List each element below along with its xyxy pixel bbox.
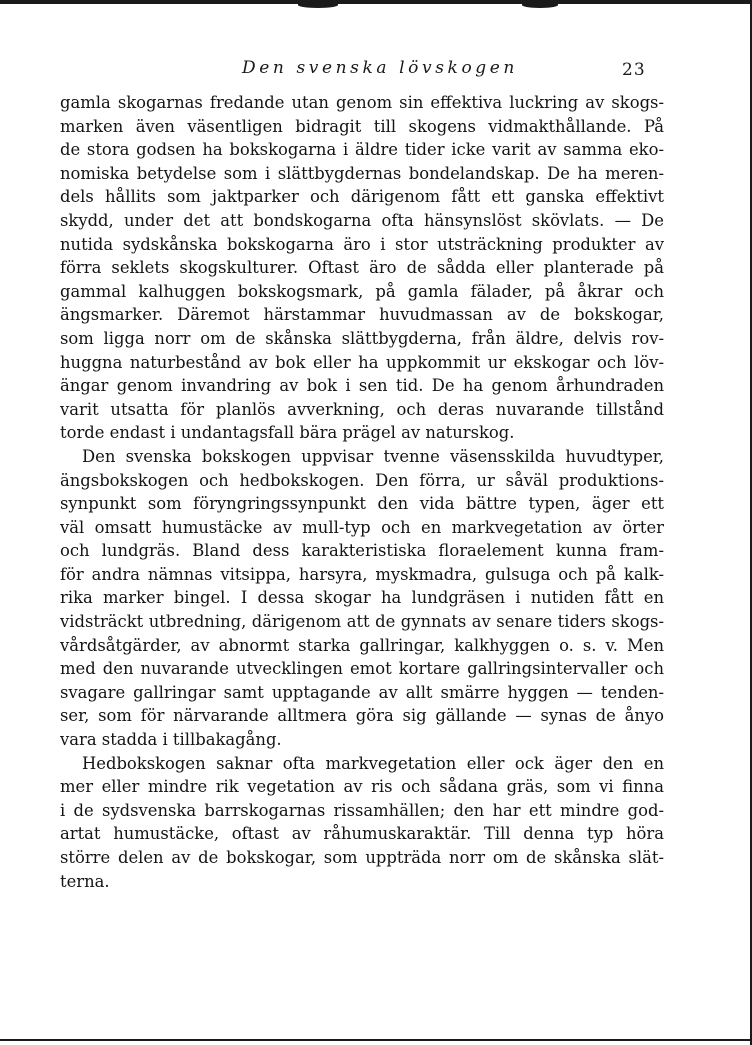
bottom-edge-rule — [0, 1039, 752, 1041]
text-line: mer eller mindre rik vegetation av ris och sådana gräs, som vi finna — [60, 777, 664, 797]
text-line: större delen av de bokskogar, som uppträda norr om de skånska slät- — [60, 848, 664, 867]
text-line: nutida sydskånska bokskogarna äro i stor utsträckning produkter av — [60, 234, 664, 254]
text-line: ängsbokskogen och hedbokskogen. Den förra, ur såväl produktions- — [60, 470, 664, 490]
text-line: nomiska betydelse som i slättbygdernas bondelandskap. De ha meren- — [60, 163, 664, 183]
top-edge-mark-right — [522, 2, 558, 8]
text-line: ängar genom invandring av bok i sen tid. De ha genom århundraden — [60, 376, 664, 396]
text-line: artat humustäcke, oftast av råhumuskaraktär. Till denna typ höra — [60, 824, 664, 844]
text-line: gamla skogarnas fredande utan genom sin effektiva luckring av skogs- — [60, 93, 664, 112]
text-line: skydd, under det att bondskogarna ofta hänsynslöst skövlats. — De — [60, 210, 664, 230]
text-line: synpunkt som föryngringssynpunkt den vida bättre typen, äger ett — [60, 494, 664, 514]
text-line: varit utsatta för planlös avverkning, och deras nuvarande tillstånd — [60, 399, 664, 419]
text-line: huggna naturbestånd av bok eller ha uppkommit ur ekskogar och löv- — [60, 352, 664, 372]
text-line: med den nuvarande utvecklingen emot kortare gallringsintervaller och — [60, 659, 664, 679]
text-line: rika marker bingel. I dessa skogar ha lundgräsen i nutiden fått en — [60, 588, 664, 608]
text-line: dels hållits som jaktparker och därigenom fått ett ganska effektivt — [60, 187, 664, 207]
text-line: Den svenska bokskogen uppvisar tvenne väsensskilda huvudtyper, — [82, 446, 664, 466]
text-line: vårdsåtgärder, av abnormt starka gallringar, kalkhyggen o. s. v. Men — [60, 635, 664, 655]
text-line: väl omsatt humustäcke av mull-typ och en markvegetation av örter — [60, 517, 664, 537]
top-edge-mark-left — [298, 2, 338, 8]
running-title: Den svenska lövskogen — [242, 58, 518, 78]
text-line: och lundgräs. Bland dess karakteristiska floraelement kunna fram- — [60, 541, 664, 561]
page-number: 23 — [622, 60, 646, 80]
text-line: för andra nämnas vitsippa, harsyra, myskmadra, gulsuga och på kalk- — [60, 564, 664, 584]
text-line: gammal kalhuggen bokskogsmark, på gamla fälader, på åkrar och — [60, 281, 664, 301]
text-line: terna. — [60, 871, 110, 891]
text-line: som ligga norr om de skånska slättbygderna, från äldre, delvis rov- — [60, 328, 664, 348]
text-line: vara stadda i tillbakagång. — [60, 730, 282, 750]
paragraph — [60, 752, 664, 894]
running-head — [0, 52, 752, 82]
top-edge-rule — [0, 0, 752, 4]
text-line: de stora godsen ha bokskogarna i äldre tider icke varit av samma eko- — [60, 140, 664, 160]
text-line: Hedbokskogen saknar ofta markvegetation eller ock äger den en — [82, 753, 664, 773]
text-line: torde endast i undantagsfall bära prägel av naturskog. — [60, 423, 515, 443]
text-line: förra seklets skogskulturer. Oftast äro de sådda eller planterade på — [60, 258, 664, 278]
text-line: vidsträckt utbredning, därigenom att de gynnats av senare tiders skogs- — [60, 612, 664, 632]
text-line: ängsmarker. Däremot härstammar huvudmassan av de bokskogar, — [60, 305, 664, 325]
paragraph — [60, 91, 664, 445]
text-line: svagare gallringar samt upptagande av allt smärre hyggen — tenden- — [60, 682, 664, 702]
text-line: i de sydsvenska barrskogarnas rissamhällen; den har ett mindre god- — [60, 800, 664, 820]
text-line: ser, som för närvarande alltmera göra sig gällande — synas de ånyo — [60, 706, 664, 726]
text-line: marken även väsentligen bidragit till skogens vidmakthållande. På — [60, 116, 664, 136]
paragraph — [60, 445, 664, 752]
body-text — [60, 91, 664, 893]
